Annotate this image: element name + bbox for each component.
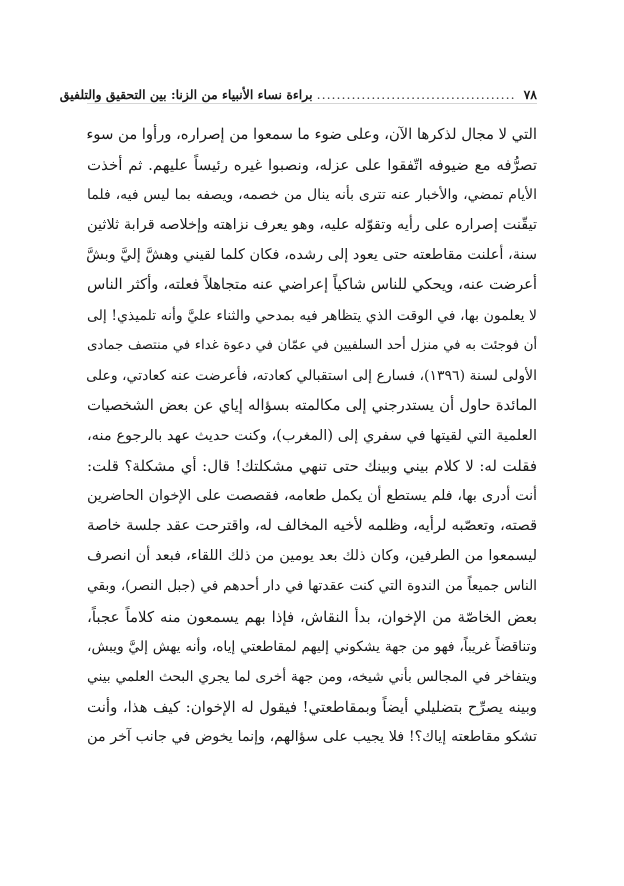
text-line: تيقّنت إصراره على رأيه وتقوّله عليه، وهو يعرف نزاهته وإخلاصه قرابة ثلاثين bbox=[87, 217, 537, 234]
text-line: الأيام تمضي، والأخبار عنه تترى بأنه ينال من خصمه، ويصفه بما ليس فيه، فلما bbox=[87, 187, 537, 204]
text-line: أن فوجئت به في منزل أحد السلفيين في عمّان في دعوة غداء في منتصف جمادى bbox=[87, 337, 537, 353]
text-line: ليسمعوا من الطرفين، وكان ذلك بعد يومين من ذلك اللقاء، فبعد أن انصرف bbox=[87, 548, 537, 565]
text-line: تصرُّفه مع ضيوفه اتّفقوا على عزله، ونصبوا غيره رئيساً عليهم. ثم أخذت bbox=[87, 156, 537, 175]
body-paragraph bbox=[87, 120, 537, 752]
page-number: ٧٨ bbox=[523, 87, 537, 102]
text-line: التي لا مجال لذكرها الآن، وعلى ضوء ما سمعوا من إصراره، ورأوا من سوء bbox=[86, 126, 537, 143]
text-line: قصته، وتعصّبه لرأيه، وظلمه لأخيه المخالف له، واقترحت عقد جلسة خاصة bbox=[87, 517, 537, 535]
text-line: وبينه يصرِّح بتضليلي أيضاً وبمقاطعتي! فيقول له الإخوان: كيف هذا، وأنت bbox=[87, 697, 537, 716]
text-line: فقلت له: لا كلام بيني وبينك حتى تنهي مشكلتك! قال: أي مشكلة؟ قلت: bbox=[87, 457, 537, 476]
running-header bbox=[59, 80, 537, 102]
header-divider bbox=[87, 103, 537, 104]
text-line: العلمية التي لقيتها في سفري إلى (المغرب)، وكنت حديث عهد بالرجوع منه، bbox=[87, 427, 537, 444]
header-leader-dots: ........................................ bbox=[316, 87, 516, 102]
text-line: لا يعلمون بها، في الوقت الذي يتظاهر فيه بمدحي والثناء عليَّ وأنه تلميذي! إلى bbox=[87, 307, 537, 324]
text-line: وتناقضاً غريباً، فهو من جهة يشكوني إليهم لمقاطعتي إياه، وأنه يهش إليَّ ويبش، bbox=[87, 638, 537, 655]
book-title: براءة نساء الأنبياء من الزنا: بين التحقيق والتلفيق bbox=[59, 87, 313, 102]
text-line: المائدة حاول أن يستدرجني إلى مكالمته بسؤاله إياي عن بعض الشخصيات bbox=[87, 396, 537, 414]
text-line: تشكو مقاطعته إياك؟! فلا يجيب على سؤالهم، وإنما يخوض في جانب آخر من bbox=[87, 728, 537, 745]
text-line: ويتفاخر في المجالس بأني شيخه، ومن جهة أخرى لما يجري البحث العلمي بيني bbox=[87, 668, 537, 685]
text-line: الأولى لسنة (١٣٩٦)، فسارع إلى استقبالي كعادته، فأعرضت عنه كعادتي، وعلى bbox=[86, 367, 537, 384]
text-line: سنة، أعلنت مقاطعته حتى يعود إلى رشده، فكان كلما لقيني وهشَّ إليَّ وبشَّ bbox=[86, 247, 537, 264]
text-line: الناس جميعاً من الندوة التي كنت عقدتها في دار أحدهم في (جبل النصر)، وبقي bbox=[87, 578, 537, 595]
text-line: بعض الخاصّة من الإخوان، بدأ النقاش، فإذا بهم يسمعون منه كلاماً عجباً، bbox=[87, 607, 537, 626]
text-line: أعرضت عنه، ويحكي للناس شاكياً إعراضي عنه متجاهلاً فعلته، وأكثر الناس bbox=[87, 276, 537, 294]
text-line: أنت أدرى بها، فلم يستطع أن يكمل طعامه، فقصصت على الإخوان الحاضرين bbox=[87, 488, 537, 505]
